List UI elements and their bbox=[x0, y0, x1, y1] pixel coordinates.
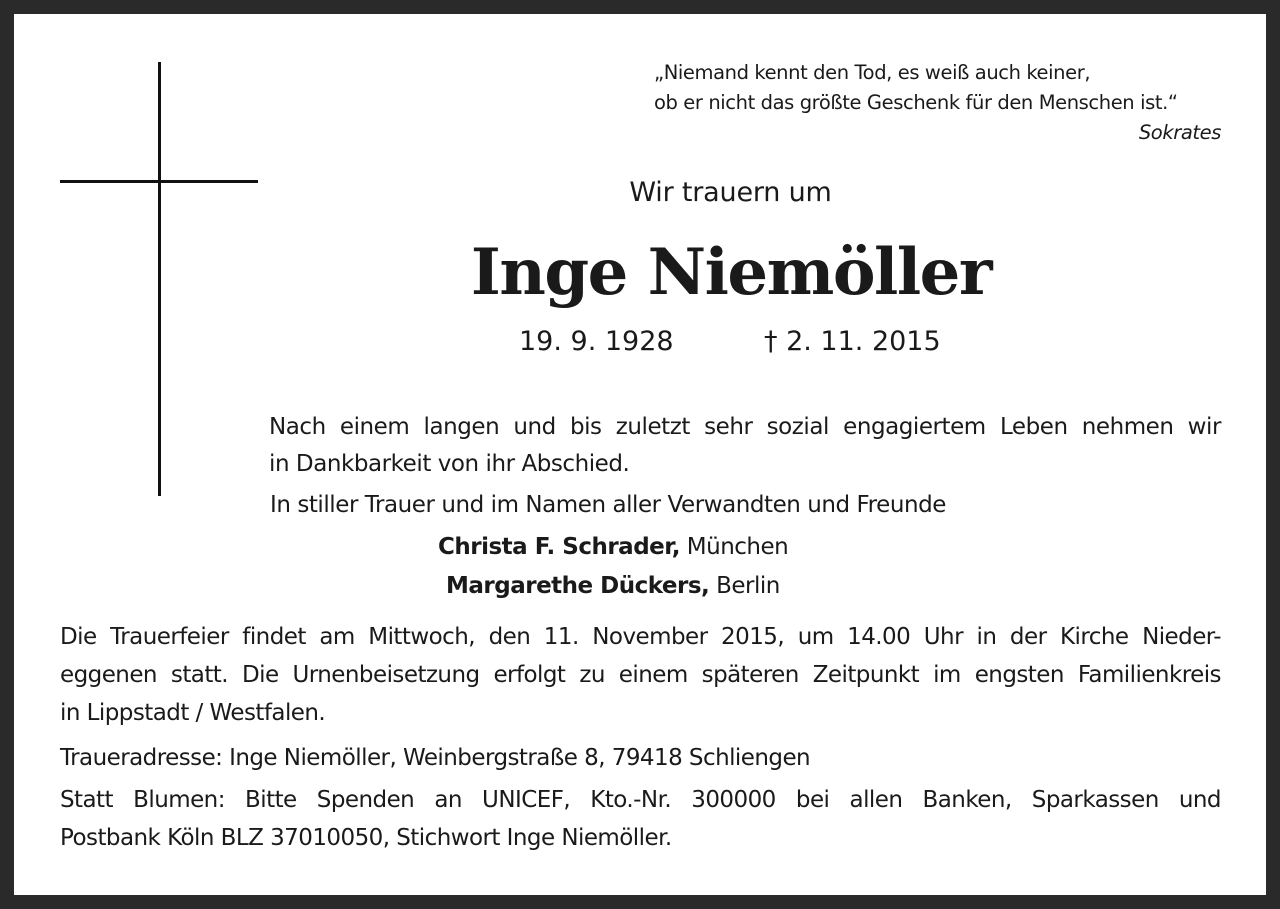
intro-text: Wir trauern um bbox=[629, 177, 832, 208]
mourning-address bbox=[60, 739, 1221, 777]
mourner-name: Margarethe Dückers, bbox=[446, 573, 710, 599]
mourner bbox=[438, 534, 788, 560]
donation-line: Statt Blumen: Bitte Spenden an UNICEF, Kto.-Nr. 300000 bei allen Banken, Sparkassen und bbox=[60, 787, 1221, 813]
mourner bbox=[446, 573, 780, 599]
address-line: Traueradresse: Inge Niemöller, Weinbergstraße 8, 79418 Schliengen bbox=[60, 745, 811, 771]
quote-line: „Niemand kennt den Tod, es weiß auch keiner, bbox=[654, 61, 1091, 84]
donation-info bbox=[60, 781, 1221, 857]
quote-author: Sokrates bbox=[1138, 121, 1221, 144]
birth-date: 19. 9. 1928 bbox=[519, 326, 674, 357]
funeral-line: in Lippstadt / Westfalen. bbox=[60, 700, 326, 726]
funeral-info bbox=[60, 618, 1221, 732]
mourner-city: München bbox=[686, 534, 789, 560]
funeral-line: eggenen statt. Die Urnenbeisetzung erfolgt zu einem späteren Zeitpunkt im engsten Familienkreis bbox=[60, 662, 1221, 688]
mourner-name: Christa F. Schrader, bbox=[438, 534, 680, 560]
quote-block bbox=[654, 58, 1221, 148]
obituary-notice bbox=[14, 14, 1266, 895]
message-line: Nach einem langen und bis zuletzt sehr sozial engagiertem Leben nehmen wir bbox=[269, 414, 1221, 440]
deceased-name: Inge Niemöller bbox=[470, 235, 992, 310]
death-date: † 2. 11. 2015 bbox=[764, 326, 941, 357]
farewell-message bbox=[269, 409, 1221, 483]
message-line: in Dankbarkeit von ihr Abschied. bbox=[269, 451, 630, 477]
donation-line: Postbank Köln BLZ 37010050, Stichwort Inge Niemöller. bbox=[60, 825, 672, 851]
quote-line: ob er nicht das größte Geschenk für den Menschen ist.“ bbox=[654, 91, 1178, 114]
mourning-line: In stiller Trauer und im Namen aller Verwandten und Freunde bbox=[270, 492, 946, 518]
funeral-line: Die Trauerfeier findet am Mittwoch, den 11. November 2015, um 14.00 Uhr in der Kirche Nieder- bbox=[60, 624, 1221, 650]
mourner-city: Berlin bbox=[716, 573, 780, 599]
